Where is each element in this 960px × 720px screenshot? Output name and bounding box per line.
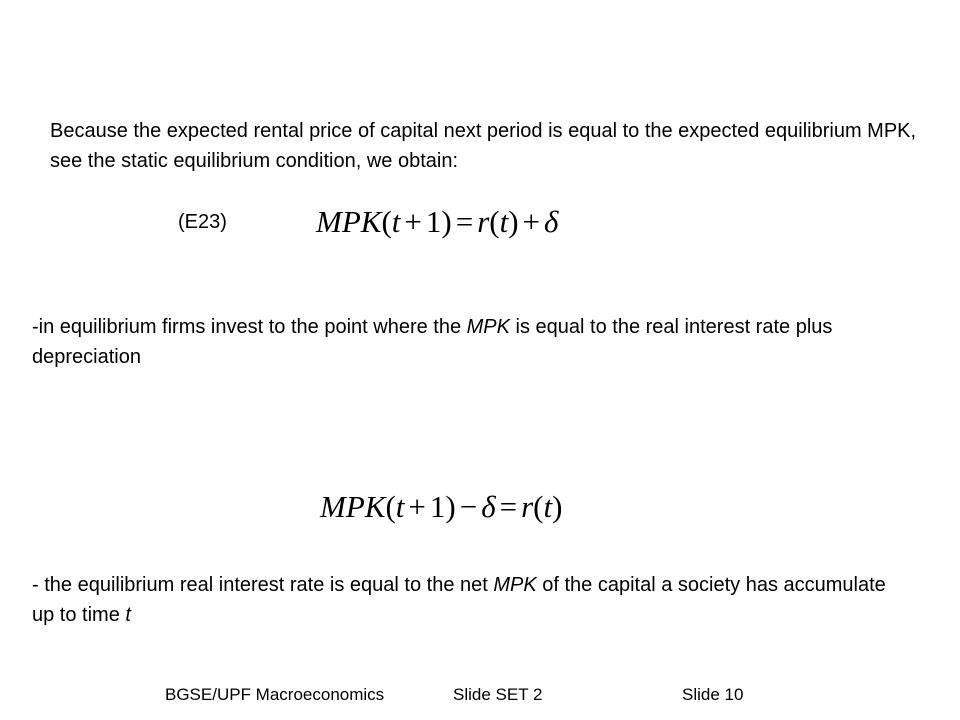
- equation-label: (E23): [178, 211, 227, 233]
- bullet1-text-a: -in equilibrium firms invest to the point where the: [32, 316, 467, 338]
- footer-slide-set: Slide SET 2: [453, 685, 543, 704]
- eq2-plus: +: [408, 489, 426, 524]
- eq1-plus-one: +: [404, 204, 422, 239]
- equation-rearranged: [320, 487, 562, 527]
- intro-paragraph: Because the expected rental price of capital next period is equal to the expected equilibrium MPK, see the static equilibrium condition, we obtain:: [50, 120, 917, 172]
- bullet1-text-b: is equal to the real interest rate plus depreciation: [32, 316, 833, 368]
- eq2-r-rparen: ): [552, 489, 563, 524]
- eq2-lparen: (: [385, 489, 396, 524]
- bullet2-mpk: MPK: [493, 574, 537, 596]
- eq1-r-t: t: [499, 204, 509, 239]
- eq2-delta: δ: [481, 489, 496, 524]
- eq1-equals: =: [455, 204, 474, 239]
- bullet-investment: [32, 312, 912, 372]
- eq2-r-t: t: [543, 489, 553, 524]
- bullet2-time-t: t: [125, 604, 131, 626]
- eq2-mpk: MPK: [320, 489, 386, 524]
- eq2-rparen: ): [445, 489, 456, 524]
- eq1-plus-delta: +: [522, 204, 541, 239]
- footer-slide-number: Slide 10: [682, 685, 744, 704]
- eq2-r-lparen: (: [533, 489, 544, 524]
- eq2-t: t: [395, 489, 405, 524]
- footer-course: BGSE/UPF Macroeconomics: [165, 685, 385, 704]
- bullet-real-rate: [32, 570, 912, 630]
- eq1-one: 1: [425, 204, 442, 239]
- bullet1-mpk: MPK: [466, 316, 510, 338]
- eq1-t: t: [391, 204, 401, 239]
- eq1-r-lparen: (: [489, 204, 500, 239]
- eq1-r: r: [477, 204, 490, 239]
- eq2-one: 1: [429, 489, 446, 524]
- eq1-lparen: (: [381, 204, 392, 239]
- bullet2-text-b: of the capital a society has accumulate up to time: [32, 574, 886, 626]
- eq2-minus: −: [459, 489, 478, 524]
- eq2-equals: =: [499, 489, 518, 524]
- eq1-mpk: MPK: [316, 204, 382, 239]
- eq1-r-rparen: ): [508, 204, 519, 239]
- equation-e23: [316, 202, 558, 242]
- eq1-delta: δ: [544, 204, 559, 239]
- eq2-r: r: [521, 489, 534, 524]
- eq1-rparen: ): [441, 204, 452, 239]
- bullet2-text-a: - the equilibrium real interest rate is equal to the net: [32, 574, 494, 596]
